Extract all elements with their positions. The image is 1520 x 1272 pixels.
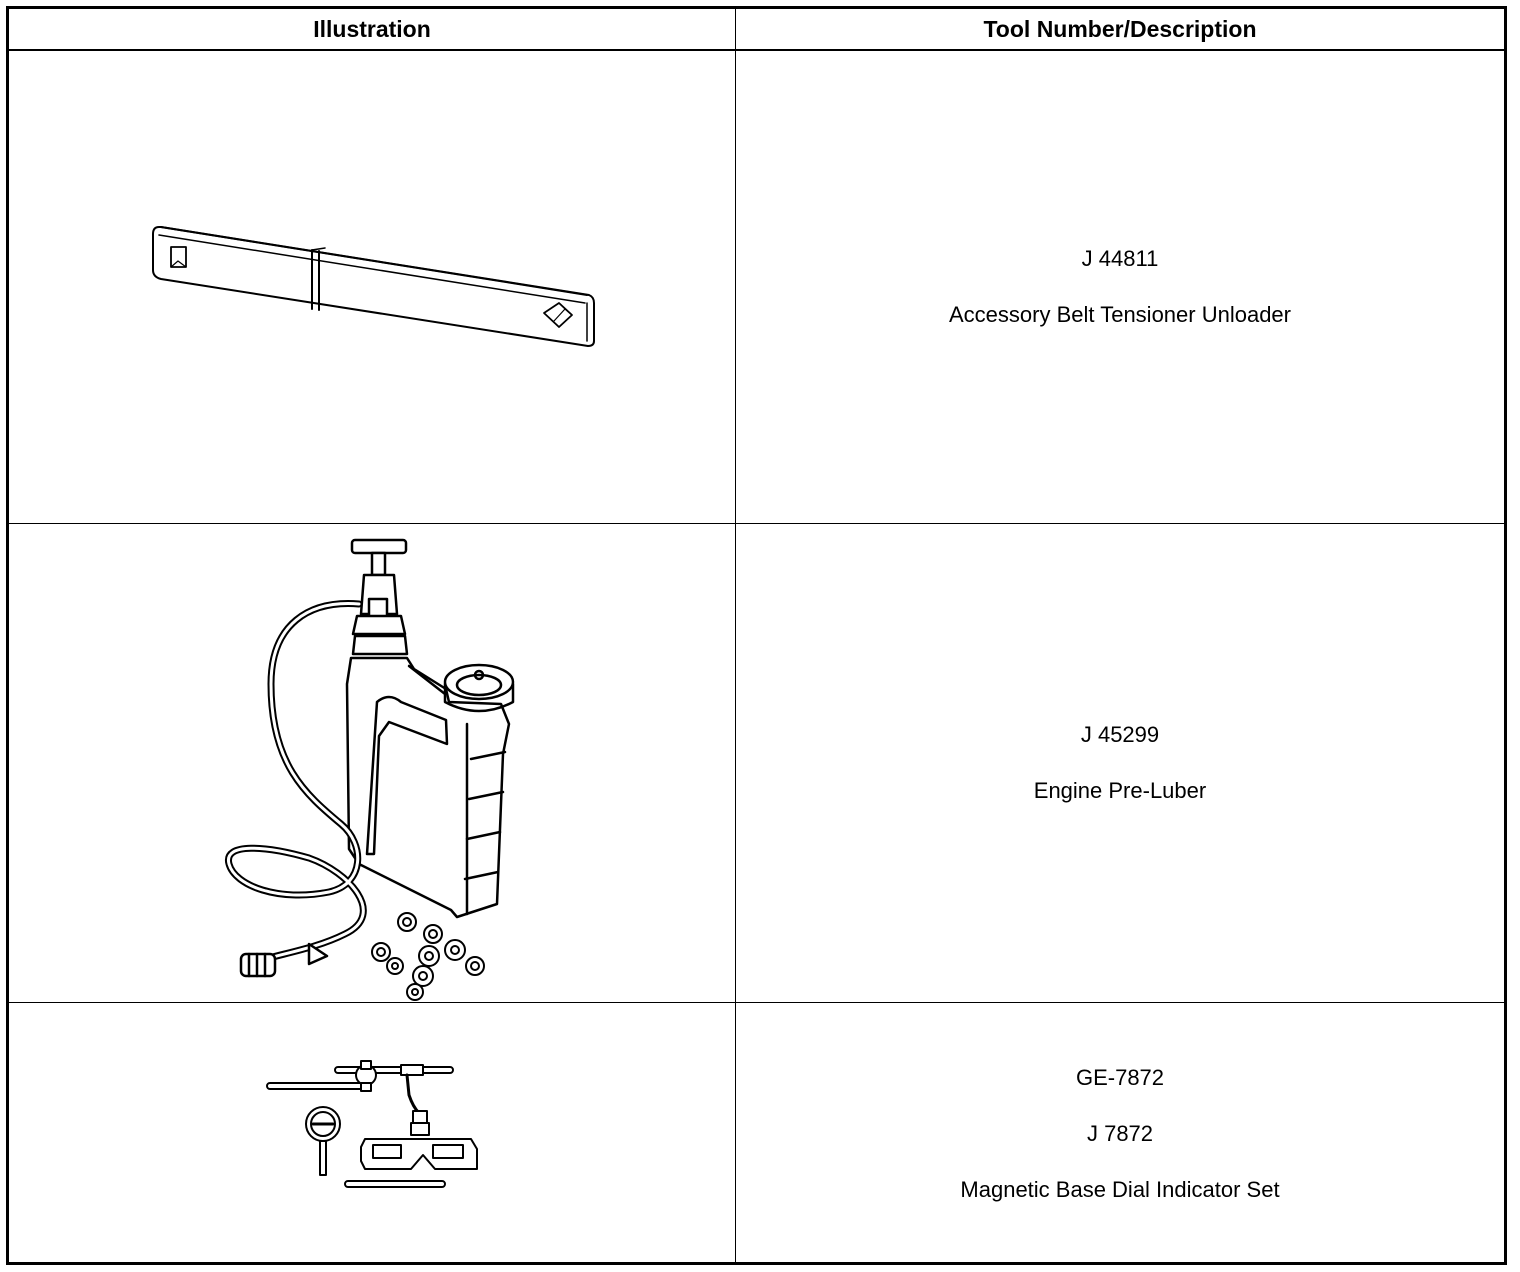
tool-number: GE-7872	[1075, 1064, 1165, 1090]
tool-description: Engine Pre-Luber	[1033, 777, 1207, 803]
illustration-cell	[9, 1002, 736, 1265]
table-row	[9, 1002, 1504, 1265]
table-row	[9, 50, 1504, 523]
header-description: Tool Number/Description	[736, 9, 1505, 50]
description-cell	[736, 523, 1505, 1002]
illustration-cell	[9, 523, 736, 1002]
tool-description: Magnetic Base Dial Indicator Set	[960, 1176, 1280, 1202]
magnetic-base-dial-indicator-drawing	[9, 1003, 735, 1266]
tool-description: Accessory Belt Tensioner Unloader	[949, 301, 1291, 327]
header-row	[9, 9, 1504, 50]
tool-number: J 45299	[1080, 721, 1160, 747]
table-row	[9, 523, 1504, 1002]
engine-pre-luber-drawing	[9, 524, 735, 1003]
tool-table-grid	[9, 9, 1504, 1265]
description-cell	[736, 1002, 1505, 1265]
tool-table	[6, 6, 1507, 1265]
tool-number-alt: J 7872	[1086, 1120, 1154, 1146]
illustration-cell	[9, 50, 736, 523]
header-illustration: Illustration	[9, 9, 736, 50]
belt-tensioner-unloader-drawing	[9, 51, 735, 524]
description-cell	[736, 50, 1505, 523]
tool-number: J 44811	[1081, 245, 1159, 271]
